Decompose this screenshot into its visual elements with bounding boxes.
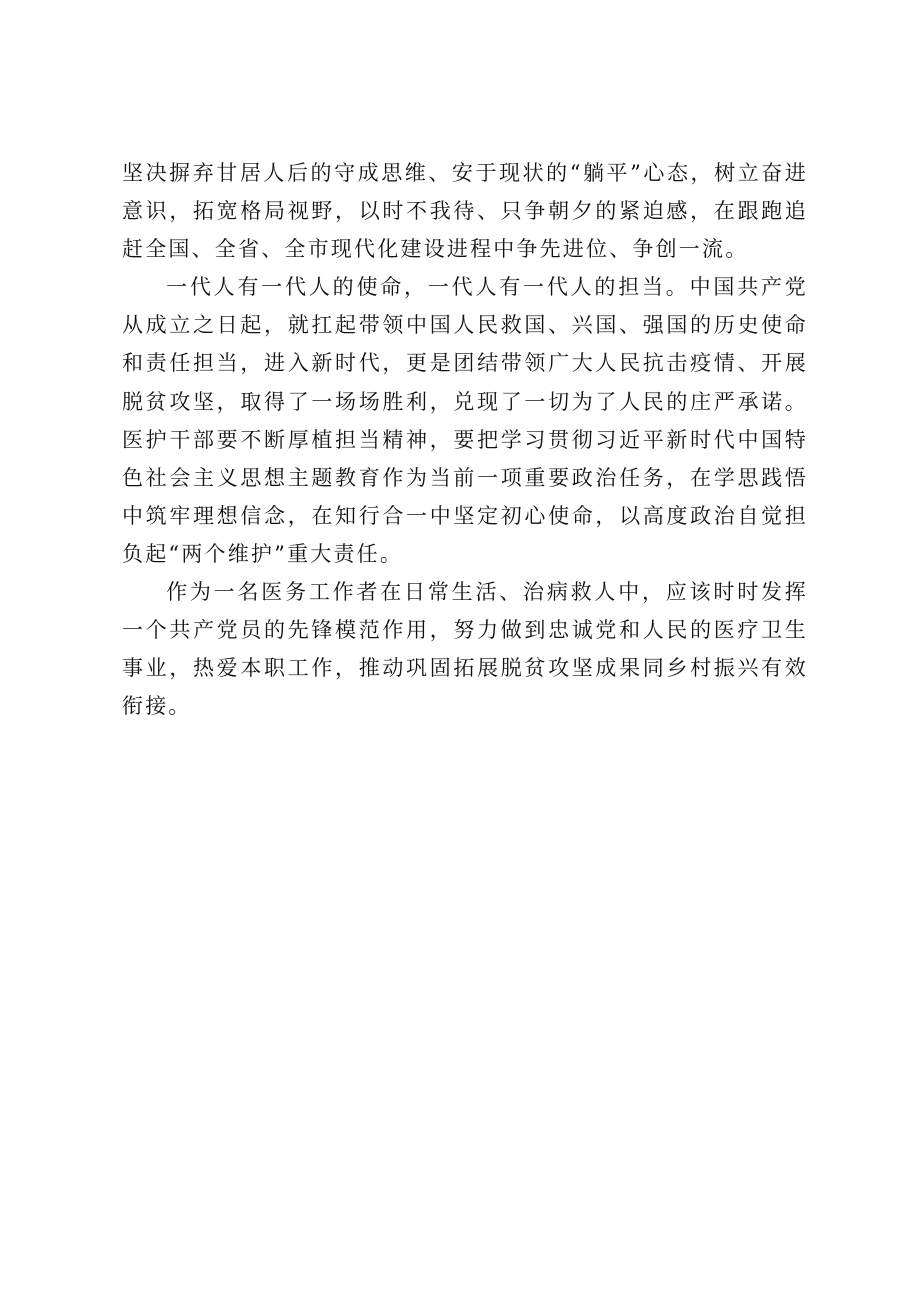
document-body (122, 154, 808, 725)
paragraph-1: 坚决摒弃甘居人后的守成思维、安于现状的“躺平”心态，树立奋进意识，拓宽格局视野，以时不我待、只争朝夕的紧迫感，在跟跑追赶全国、全省、全市现代化建设进程中争先进位、争创一流。 (122, 161, 808, 262)
paragraph-3: 作为一名医务工作者在日常生活、治病救人中，应该时时发挥一个共产党员的先锋模范作用，努力做到忠诚党和人民的医疗卫生事业，热爱本职工作，推动巩固拓展脱贫攻坚成果同乡村振兴有效衔接。 (122, 580, 808, 719)
paragraph-2: 一代人有一代人的使命，一代人有一代人的担当。中国共产党从成立之日起，就扛起带领中国人民救国、兴国、强国的历史使命和责任担当，进入新时代，更是团结带领广大人民抗击疫情、开展脱贫攻坚，取得了一场场胜利，兑现了一切为了人民的庄严承诺。医护干部要不断厚植担当精神，要把学习贯彻习近平新时代中国特色社会主义思想主题教育作为当前一项重要政治任务，在学思践悟中筑牢理想信念，在知行合一中坚定初心使命，以高度政治自觉担负起“两个维护”重大责任。 (122, 275, 808, 566)
